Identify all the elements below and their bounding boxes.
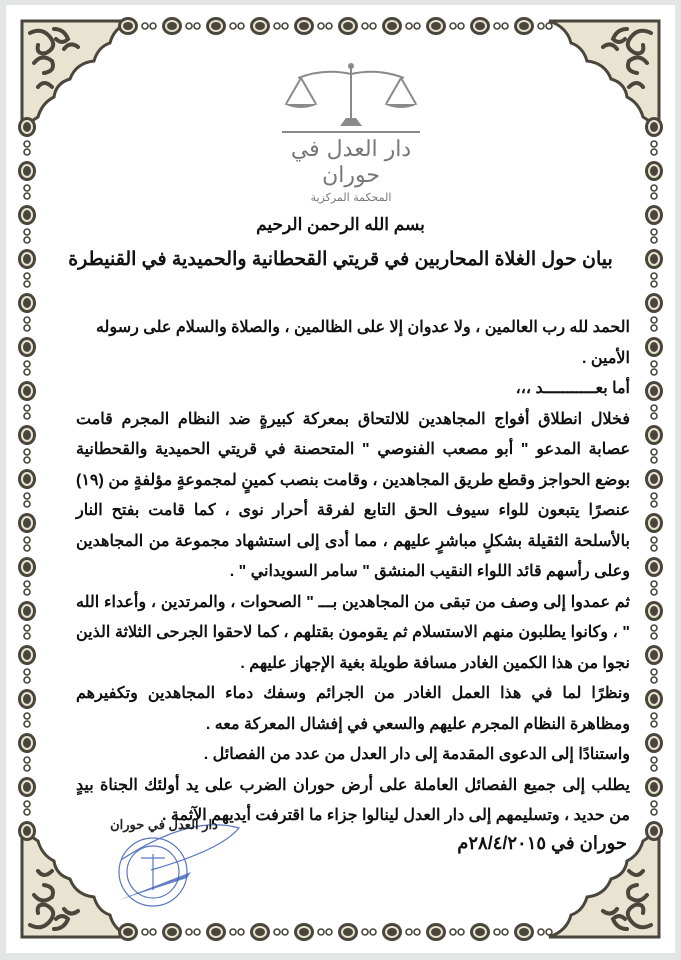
chain-link: [651, 545, 657, 551]
chain-medallion: [18, 645, 36, 665]
chain-link: [651, 457, 657, 463]
chain-medallion: [645, 469, 663, 489]
chain-link: [24, 185, 30, 191]
chain-link: [318, 23, 324, 29]
paragraph-request: يطلب إلى جميع الفصائل العاملة على أرض حوران الضرب على يد أولئك الجناة بيدٍ من حديد ، وتسليمهم إلى دار العدل لينالوا جزاء ما اقترفت أيديهم الآثمة .: [76, 776, 630, 824]
chain-medallion: [426, 17, 446, 35]
chain-link: [186, 23, 192, 29]
chain-link: [450, 23, 456, 29]
chain-link: [24, 625, 30, 631]
chain-link: [24, 193, 30, 199]
chain-link: [651, 149, 657, 155]
statement-title: بيان حول الغلاة المحاربين في قريتي القحطانية والحميدية في القنيطرة: [68, 249, 613, 270]
paragraph-opening: الحمد لله رب العالمين ، ولا عدوان إلا على الظالمين ، والصلاة والسلام على رسوله الأمين .: [95, 319, 630, 367]
chain-link: [406, 23, 412, 29]
chain-link: [24, 317, 30, 323]
chain-medallion: [645, 337, 663, 357]
chain-link: [651, 361, 657, 367]
chain-medallion: [250, 17, 270, 35]
chain-link: [370, 23, 376, 29]
chain-link: [651, 713, 657, 719]
chain-medallion: [18, 513, 36, 533]
chain-link: [150, 23, 156, 29]
chain-medallion: [338, 923, 358, 941]
chain-link: [24, 757, 30, 763]
chain-link: [326, 23, 332, 29]
chain-link: [24, 545, 30, 551]
chain-link: [651, 677, 657, 683]
chain-link: [150, 929, 156, 935]
chain-link: [24, 237, 30, 243]
chain-link: [24, 457, 30, 463]
chain-link: [24, 405, 30, 411]
chain-medallion: [162, 17, 182, 35]
chain-medallion: [645, 117, 663, 137]
chain-medallion: [18, 249, 36, 269]
chain-link: [458, 23, 464, 29]
chain-link: [24, 493, 30, 499]
chain-link: [651, 237, 657, 243]
chain-medallion: [645, 733, 663, 753]
chain-link: [651, 405, 657, 411]
chain-link: [651, 493, 657, 499]
chain-link: [651, 281, 657, 287]
chain-medallion: [18, 689, 36, 709]
chain-link: [502, 23, 508, 29]
chain-medallion: [294, 923, 314, 941]
chain-link: [546, 23, 552, 29]
chain-medallion: [18, 557, 36, 577]
chain-medallion: [118, 17, 138, 35]
date-line: حوران في ٢٨/٤/٢٠١٥م: [457, 833, 627, 853]
chain-link: [651, 449, 657, 455]
paragraph-based-on: واستنادًا إلى الدعوى المقدمة إلى دار العدل من عدد من الفصائل .: [203, 746, 630, 763]
chain-link: [362, 929, 368, 935]
chain-link: [651, 589, 657, 595]
chain-link: [274, 23, 280, 29]
chain-medallion: [645, 161, 663, 181]
chain-link: [238, 23, 244, 29]
chain-link: [651, 581, 657, 587]
chain-medallion: [118, 923, 138, 941]
chain-link: [651, 765, 657, 771]
chain-link: [362, 23, 368, 29]
chain-link: [24, 149, 30, 155]
chain-link: [502, 929, 508, 935]
chain-link: [651, 501, 657, 507]
chain-link: [274, 929, 280, 935]
chain-link: [282, 929, 288, 935]
statement-body: [76, 313, 630, 832]
chain-link: [282, 23, 288, 29]
chain-medallion: [514, 17, 534, 35]
chain-medallion: [18, 161, 36, 181]
chain-link: [414, 23, 420, 29]
logo-subtitle: المحكمة المركزية: [310, 191, 392, 204]
chain-link: [142, 929, 148, 935]
court-stamp: [91, 820, 241, 910]
chain-link: [24, 361, 30, 367]
chain-link: [230, 929, 236, 935]
chain-link: [186, 929, 192, 935]
chain-medallion: [18, 117, 36, 137]
chain-link: [651, 721, 657, 727]
chain-link: [651, 801, 657, 807]
chain-link: [651, 369, 657, 375]
paragraph-amma-baad: أما بعـــــــــــد ،،،: [515, 380, 630, 397]
chain-medallion: [250, 923, 270, 941]
chain-link: [24, 273, 30, 279]
chain-link: [651, 633, 657, 639]
chain-link: [651, 669, 657, 675]
chain-link: [24, 141, 30, 147]
chain-link: [538, 23, 544, 29]
chain-medallion: [514, 923, 534, 941]
chain-medallion: [645, 601, 663, 621]
chain-medallion: [18, 293, 36, 313]
chain-medallion: [470, 923, 490, 941]
chain-medallion: [18, 337, 36, 357]
court-logo: [271, 60, 431, 204]
border-chain-bottom: [116, 921, 565, 943]
chain-link: [651, 141, 657, 147]
chain-link: [651, 413, 657, 419]
logo-name: دار العدل في حوران: [290, 137, 412, 188]
chain-link: [230, 23, 236, 29]
chain-link: [370, 929, 376, 935]
chain-link: [24, 669, 30, 675]
basmala: بسم الله الرحمن الرحيم: [256, 215, 425, 234]
chain-link: [142, 23, 148, 29]
chain-medallion: [162, 923, 182, 941]
chain-link: [546, 929, 552, 935]
chain-medallion: [18, 821, 36, 841]
chain-medallion: [18, 425, 36, 445]
chain-link: [194, 23, 200, 29]
chain-link: [450, 929, 456, 935]
chain-medallion: [294, 17, 314, 35]
chain-medallion: [18, 601, 36, 621]
chain-medallion: [18, 777, 36, 797]
scales-of-justice-icon: [276, 60, 426, 135]
chain-link: [24, 281, 30, 287]
chain-link: [494, 929, 500, 935]
chain-medallion: [645, 381, 663, 401]
chain-medallion: [645, 425, 663, 445]
chain-link: [24, 765, 30, 771]
chain-medallion: [645, 249, 663, 269]
chain-link: [406, 929, 412, 935]
chain-link: [24, 501, 30, 507]
chain-medallion: [18, 733, 36, 753]
chain-link: [414, 929, 420, 935]
chain-link: [651, 185, 657, 191]
chain-link: [24, 713, 30, 719]
chain-link: [651, 317, 657, 323]
chain-medallion: [645, 293, 663, 313]
chain-medallion: [206, 17, 226, 35]
paragraph-incident: فخلال انطلاق أفواج المجاهدين للالتحاق بمعركة كبيرةٍ ضد النظام المجرم قامت عصابة المدعو " أبو مصعب الفنوصي " المتحصنة في قريتي الحميدية والقحطانية بوضع الحواجز وقطع طريق المجاهدين ، وقامت بنصب كمينٍ لمجموعةٍ مؤلفةٍ من (١٩) عنصرًا يتبعون للواء سيوف الحق التابع لفرقة أحرار نوى ، كما قامت بفتح النار بالأسلحة الثقيلة بشكلٍ مباشرٍ عليهم ، مما أدى إلى استشهاد مجموعة من المجاهدين وعلى رأسهم قائد اللواء النقيب المنشق " سامر السويداني " .: [76, 410, 630, 580]
chain-medallion: [645, 689, 663, 709]
chain-link: [24, 633, 30, 639]
chain-link: [651, 757, 657, 763]
chain-medallion: [426, 923, 446, 941]
chain-link: [24, 589, 30, 595]
chain-medallion: [206, 923, 226, 941]
chain-link: [24, 413, 30, 419]
chain-medallion: [338, 17, 358, 35]
chain-medallion: [645, 513, 663, 533]
chain-link: [194, 929, 200, 935]
chain-link: [24, 369, 30, 375]
chain-medallion: [645, 777, 663, 797]
chain-medallion: [645, 645, 663, 665]
chain-link: [326, 929, 332, 935]
chain-medallion: [645, 821, 663, 841]
chain-medallion: [382, 17, 402, 35]
chain-link: [651, 809, 657, 815]
border-chain-top: [116, 15, 565, 37]
chain-link: [24, 325, 30, 331]
chain-link: [24, 721, 30, 727]
chain-link: [24, 677, 30, 683]
chain-link: [24, 581, 30, 587]
chain-link: [651, 193, 657, 199]
paragraph-considering: ونظرًا لما في هذا العمل الغادر من الجرائم وسفك دماء المجاهدين وتكفيرهم ومظاهرة النظام المجرم عليهم والسعي في إفشال المعركة معه .: [76, 685, 630, 733]
chain-medallion: [470, 17, 490, 35]
chain-link: [238, 929, 244, 935]
signature: دار العدل في حوران: [110, 817, 218, 832]
chain-link: [651, 625, 657, 631]
chain-medallion: [382, 923, 402, 941]
chain-link: [651, 273, 657, 279]
chain-link: [651, 537, 657, 543]
chain-link: [318, 929, 324, 935]
chain-link: [24, 809, 30, 815]
chain-medallion: [18, 381, 36, 401]
chain-link: [651, 325, 657, 331]
chain-link: [494, 23, 500, 29]
document-page: [6, 5, 675, 953]
chain-link: [24, 801, 30, 807]
chain-medallion: [645, 557, 663, 577]
paragraph-accusations: ثم عمدوا إلى وصف من تبقى من المجاهدين بـــ " الصحوات ، والمرتدين ، وأعداء الله " ، وكانوا يطلبون منهم الاستسلام ثم يقومون بقتلهم ، كما لاحقوا الجرحى الثلاثة الذين نجوا من هذا الكمين الغادر مسافة طويلة بغية الإجهاز عليهم .: [76, 593, 630, 672]
chain-link: [458, 929, 464, 935]
chain-link: [24, 537, 30, 543]
chain-link: [24, 449, 30, 455]
chain-link: [538, 929, 544, 935]
chain-medallion: [18, 469, 36, 489]
